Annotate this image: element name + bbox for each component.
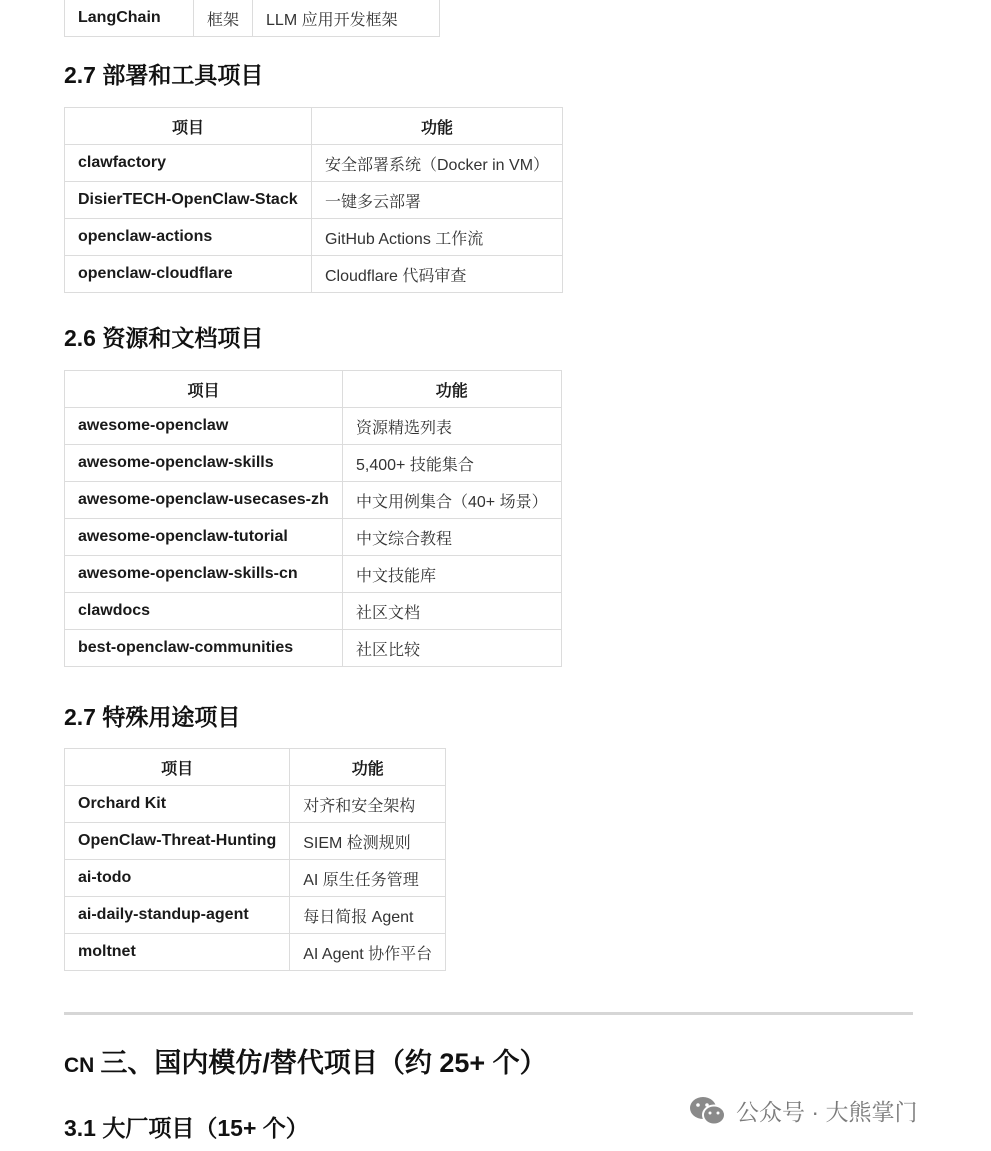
project-name-cell: openclaw-cloudflare [65, 256, 312, 293]
function-cell: AI Agent 协作平台 [290, 934, 446, 971]
table-row [65, 182, 563, 219]
column-header-function: 功能 [312, 108, 563, 145]
function-cell: 社区比较 [343, 630, 562, 667]
table-header-row [65, 108, 563, 145]
table-row [65, 482, 562, 519]
table-row [65, 445, 562, 482]
project-name-cell: awesome-openclaw-skills [65, 445, 343, 482]
table-row [65, 408, 562, 445]
project-name-cell: LangChain [65, 0, 194, 37]
special-table [64, 748, 446, 971]
function-cell: 资源精选列表 [343, 408, 562, 445]
table-row [65, 897, 446, 934]
resources-table [64, 370, 562, 667]
chapter-heading [64, 1046, 547, 1083]
category-cell: 框架 [194, 0, 253, 37]
table-row [65, 219, 563, 256]
project-name-cell: best-openclaw-communities [65, 630, 343, 667]
project-name-cell: OpenClaw-Threat-Hunting [65, 823, 290, 860]
table-row [65, 630, 562, 667]
table-row [65, 145, 563, 182]
project-name-cell: awesome-openclaw-tutorial [65, 519, 343, 556]
column-header-project: 项目 [65, 749, 290, 786]
project-name-cell: awesome-openclaw-usecases-zh [65, 482, 343, 519]
table-row [65, 823, 446, 860]
table-header-row [65, 749, 446, 786]
function-cell: GitHub Actions 工作流 [312, 219, 563, 256]
project-name-cell: moltnet [65, 934, 290, 971]
function-cell: 每日简报 Agent [290, 897, 446, 934]
table-row [65, 786, 446, 823]
project-name-cell: ai-todo [65, 860, 290, 897]
function-cell: 中文用例集合（40+ 场景） [343, 482, 562, 519]
function-cell: LLM 应用开发框架 [253, 0, 440, 37]
column-header-project: 项目 [65, 108, 312, 145]
function-cell: 一键多云部署 [312, 182, 563, 219]
function-cell: 安全部署系统（Docker in VM） [312, 145, 563, 182]
table-row [65, 519, 562, 556]
table-header-row [65, 371, 562, 408]
column-header-project: 项目 [65, 371, 343, 408]
project-name-cell: clawfactory [65, 145, 312, 182]
function-cell: AI 原生任务管理 [290, 860, 446, 897]
column-header-function: 功能 [343, 371, 562, 408]
function-cell: Cloudflare 代码审查 [312, 256, 563, 293]
project-name-cell: ai-daily-standup-agent [65, 897, 290, 934]
wechat-icon [688, 1095, 728, 1127]
watermark [688, 1094, 917, 1127]
project-name-cell: DisierTECH-OpenClaw-Stack [65, 182, 312, 219]
table-row [65, 256, 563, 293]
table-row [65, 860, 446, 897]
table-row [65, 0, 440, 37]
section-heading-deploy: 2.7 部署和工具项目 [64, 62, 264, 88]
deploy-table [64, 107, 563, 293]
project-name-cell: clawdocs [65, 593, 343, 630]
chapter-title: 三、国内模仿/替代项目（约 25+ 个） [100, 1048, 547, 1078]
function-cell: 中文综合教程 [343, 519, 562, 556]
table-row [65, 934, 446, 971]
section-heading-resources: 2.6 资源和文档项目 [64, 325, 264, 351]
function-cell: 5,400+ 技能集合 [343, 445, 562, 482]
project-name-cell: openclaw-actions [65, 219, 312, 256]
function-cell: 对齐和安全架构 [290, 786, 446, 823]
function-cell: SIEM 检测规则 [290, 823, 446, 860]
project-name-cell: awesome-openclaw [65, 408, 343, 445]
project-name-cell: Orchard Kit [65, 786, 290, 823]
function-cell: 社区文档 [343, 593, 562, 630]
cn-flag-label: CN [64, 1054, 95, 1077]
watermark-text: 公众号 · 大熊掌门 [736, 1099, 918, 1125]
column-header-function: 功能 [290, 749, 446, 786]
section-heading-big-tech: 3.1 大厂项目（15+ 个） [64, 1115, 309, 1141]
table-row [65, 556, 562, 593]
table-row [65, 593, 562, 630]
section-heading-special: 2.7 特殊用途项目 [64, 704, 241, 730]
frameworks-table [64, 0, 440, 37]
section-divider [64, 1012, 913, 1015]
function-cell: 中文技能库 [343, 556, 562, 593]
project-name-cell: awesome-openclaw-skills-cn [65, 556, 343, 593]
